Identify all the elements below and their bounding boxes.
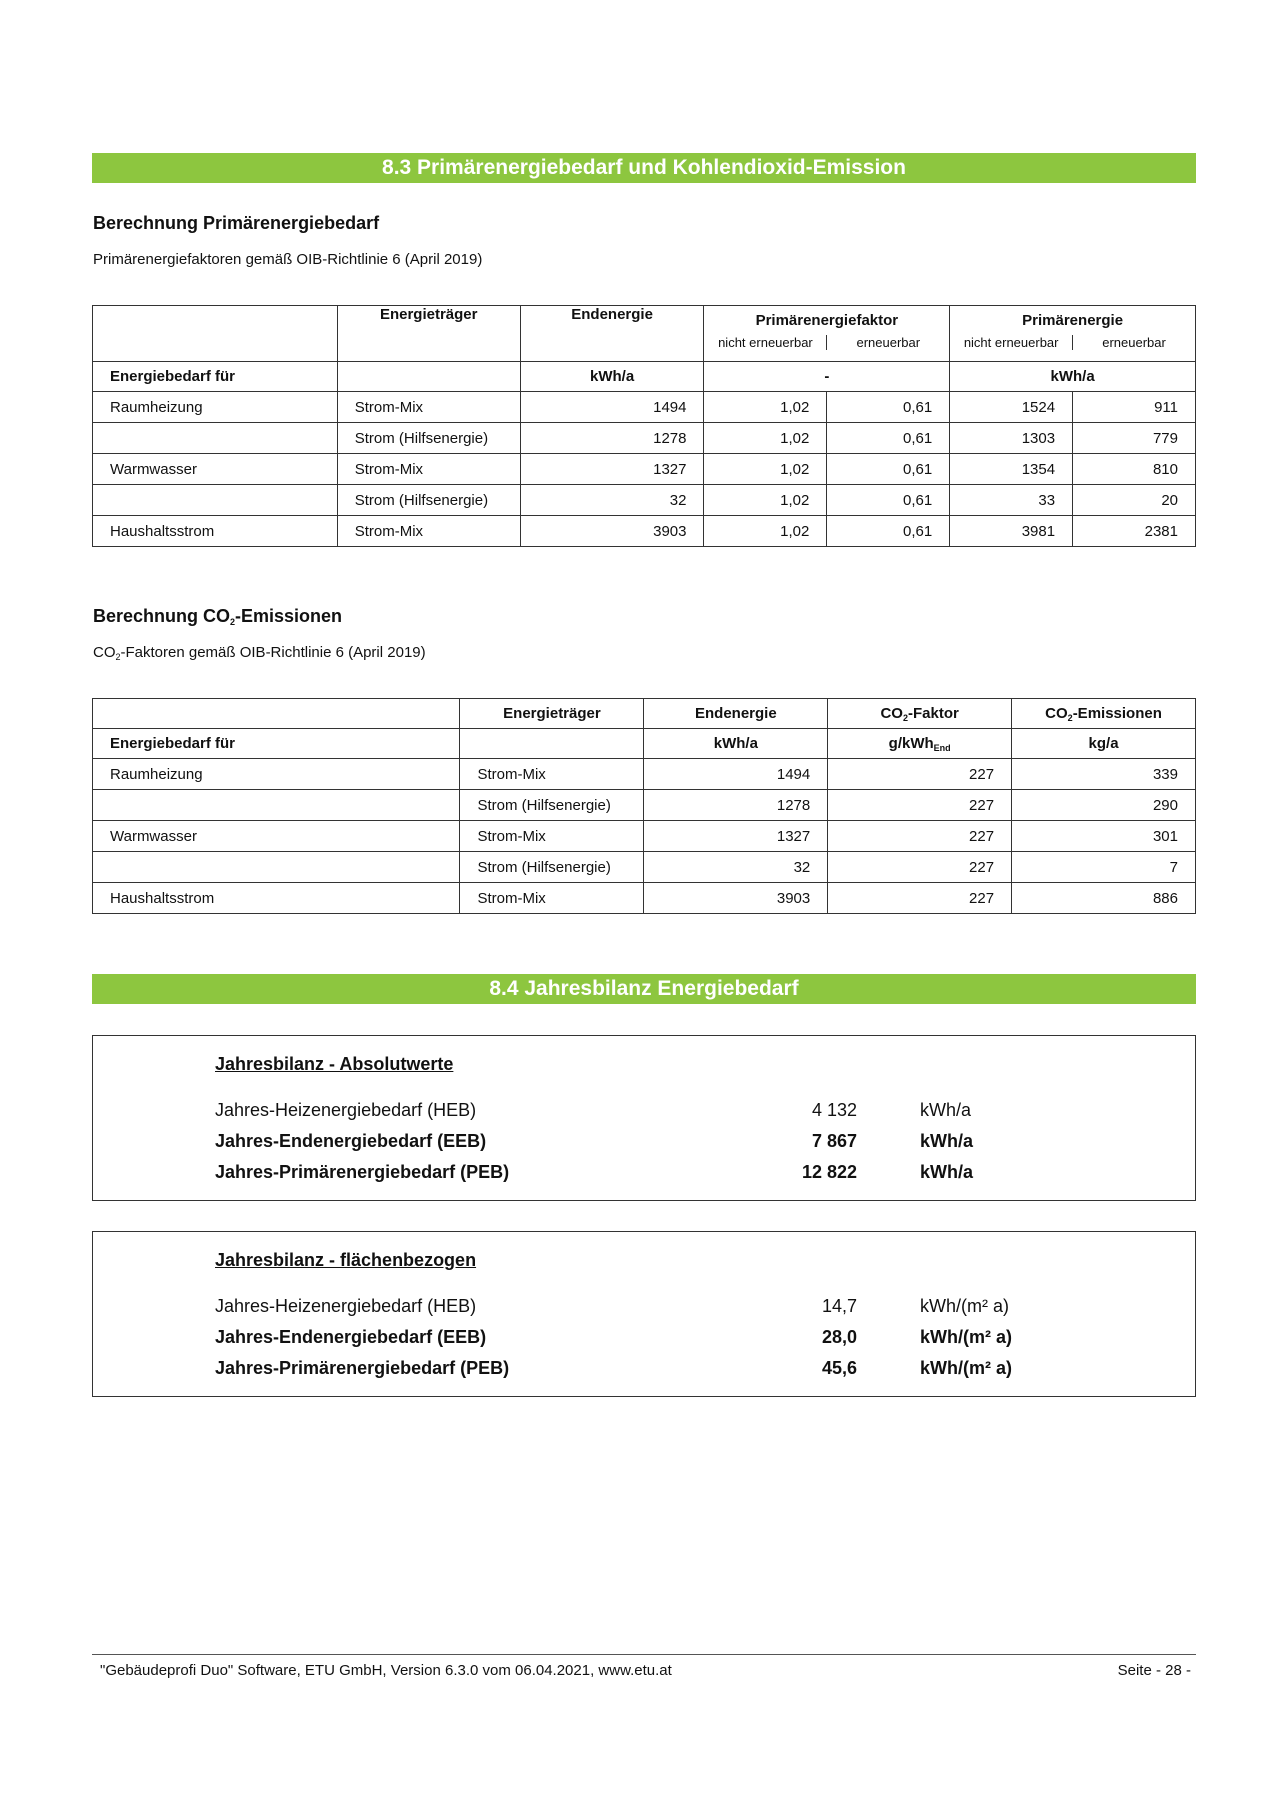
sub-header-renewable: erneuerbar <box>856 335 921 350</box>
co2-factor-sub: 2 <box>902 712 908 723</box>
balance-value: 28,0 <box>821 1327 857 1347</box>
cell-emissions: 886 <box>1012 883 1196 914</box>
cell-final: 1327 <box>520 454 704 485</box>
balance-label: Jahres-Heizenergiebedarf (HEB) <box>215 1296 477 1316</box>
cell-primary-r: 810 <box>1073 454 1196 485</box>
section-title-8-4: 8.4 Jahresbilanz Energiebedarf <box>92 974 1196 1004</box>
cell-primary-r: 779 <box>1073 423 1196 454</box>
cell-primary-r: 2381 <box>1073 516 1196 547</box>
table-row <box>93 516 1196 547</box>
unit-factor: - <box>704 362 950 392</box>
balance-label: Jahres-Endenergiebedarf (EEB) <box>215 1327 487 1347</box>
cell-final: 3903 <box>520 516 704 547</box>
col-header-factor <box>704 306 950 362</box>
co2-table <box>92 698 1196 914</box>
col-header-final-energy: Endenergie <box>644 699 828 729</box>
unit-primary: kWh/a <box>950 362 1196 392</box>
table-row <box>93 423 1196 454</box>
unit-emissions: kg/a <box>1012 729 1196 759</box>
table-row <box>93 852 1196 883</box>
cell-use <box>93 423 338 454</box>
cell-use: Haushaltsstrom <box>93 516 338 547</box>
cell-factor-nr: 1,02 <box>704 454 827 485</box>
balance-unit: kWh/a <box>920 1162 974 1182</box>
annual-balance-absolute-box <box>92 1035 1196 1201</box>
sub-header-nonrenewable: nicht erneuerbar <box>704 335 827 350</box>
balance-value: 4 132 <box>811 1100 857 1120</box>
col-header-carrier: Energieträger <box>337 306 520 362</box>
cell-factor-r: 0,61 <box>827 516 950 547</box>
balance-value: 14,7 <box>821 1296 857 1316</box>
balance-unit: kWh/a <box>920 1100 972 1120</box>
co2-note-sub: 2 <box>115 652 121 662</box>
table-row <box>93 759 1196 790</box>
balance-label: Jahres-Endenergiebedarf (EEB) <box>215 1131 487 1151</box>
col-header-co2-emissions <box>1012 699 1196 729</box>
co2-emis-sub: 2 <box>1067 712 1073 723</box>
balance-row <box>215 1296 1015 1326</box>
unit-factor-pre: g/kWh <box>888 734 934 752</box>
primary-energy-note: Primärenergiefaktoren gemäß OIB-Richtlinie 6 (April 2019) <box>93 251 483 268</box>
table-row <box>93 485 1196 516</box>
cell-factor-nr: 1,02 <box>704 392 827 423</box>
cell-primary-r: 911 <box>1073 392 1196 423</box>
table-row <box>93 790 1196 821</box>
cell-final: 3903 <box>644 883 828 914</box>
balance-unit: kWh/(m² a) <box>920 1296 1009 1316</box>
cell-factor: 227 <box>828 790 1012 821</box>
co2-factor-pre: CO <box>880 704 903 722</box>
row-label-header: Energiebedarf für <box>93 729 460 759</box>
cell-factor-nr: 1,02 <box>704 516 827 547</box>
cell-final: 1278 <box>644 790 828 821</box>
cell-factor: 227 <box>828 821 1012 852</box>
cell-factor: 227 <box>828 883 1012 914</box>
co2-heading-sub: 2 <box>230 617 236 627</box>
co2-heading-post: -Emissionen <box>235 606 343 626</box>
cell-primary-nr: 33 <box>950 485 1073 516</box>
cell-carrier: Strom (Hilfsenergie) <box>337 485 520 516</box>
cell-factor-nr: 1,02 <box>704 423 827 454</box>
unit-final: kWh/a <box>644 729 828 759</box>
cell-primary-r: 20 <box>1073 485 1196 516</box>
cell-final: 1494 <box>644 759 828 790</box>
co2-heading-pre: Berechnung CO <box>93 606 231 626</box>
cell-carrier: Strom-Mix <box>337 516 520 547</box>
balance-row <box>215 1327 1015 1357</box>
balance-value: 7 867 <box>811 1131 857 1151</box>
footer-page-number: Seite - 28 - <box>1117 1662 1191 1679</box>
cell-final: 32 <box>520 485 704 516</box>
cell-final: 1327 <box>644 821 828 852</box>
col-header-co2-factor <box>828 699 1012 729</box>
table-unit-row <box>93 362 1196 392</box>
annual-balance-area-box <box>92 1231 1196 1397</box>
co2-note-pre: CO <box>93 644 116 661</box>
table-unit-row <box>93 729 1196 759</box>
co2-heading <box>93 606 342 627</box>
balance-row <box>215 1358 1015 1388</box>
balance-value: 45,6 <box>821 1358 857 1378</box>
cell-primary-nr: 1524 <box>950 392 1073 423</box>
cell-factor: 227 <box>828 852 1012 883</box>
cell-carrier: Strom-Mix <box>337 392 520 423</box>
cell-use <box>93 852 460 883</box>
table-row <box>93 454 1196 485</box>
balance-label: Jahres-Primärenergiebedarf (PEB) <box>215 1358 510 1378</box>
cell-emissions: 339 <box>1012 759 1196 790</box>
balance-value: 12 822 <box>801 1162 857 1182</box>
table-row <box>93 883 1196 914</box>
table-row <box>93 821 1196 852</box>
cell-carrier: Strom (Hilfsenergie) <box>460 852 644 883</box>
balance-row <box>215 1131 1015 1161</box>
col-header-carrier: Energieträger <box>460 699 644 729</box>
cell-factor-r: 0,61 <box>827 485 950 516</box>
cell-emissions: 290 <box>1012 790 1196 821</box>
cell-primary-nr: 1303 <box>950 423 1073 454</box>
cell-carrier: Strom (Hilfsenergie) <box>460 790 644 821</box>
sub-header-renewable: erneuerbar <box>1102 335 1166 350</box>
primary-energy-table <box>92 305 1196 547</box>
cell-emissions: 7 <box>1012 852 1196 883</box>
cell-factor: 227 <box>828 759 1012 790</box>
balance-label: Jahres-Heizenergiebedarf (HEB) <box>215 1100 477 1120</box>
co2-emis-post: -Emissionen <box>1072 704 1162 722</box>
cell-carrier: Strom-Mix <box>460 883 644 914</box>
cell-final: 1278 <box>520 423 704 454</box>
cell-factor-nr: 1,02 <box>704 485 827 516</box>
cell-use: Raumheizung <box>93 759 460 790</box>
balance-unit: kWh/(m² a) <box>920 1358 1012 1378</box>
cell-use <box>93 485 338 516</box>
unit-final: kWh/a <box>520 362 704 392</box>
balance-row <box>215 1100 1015 1130</box>
cell-carrier: Strom (Hilfsenergie) <box>337 423 520 454</box>
balance-unit: kWh/(m² a) <box>920 1327 1012 1347</box>
cell-use: Warmwasser <box>93 454 338 485</box>
cell-primary-nr: 3981 <box>950 516 1073 547</box>
cell-use <box>93 790 460 821</box>
cell-carrier: Strom-Mix <box>337 454 520 485</box>
cell-carrier: Strom-Mix <box>460 759 644 790</box>
footer-divider <box>92 1654 1196 1655</box>
cell-emissions: 301 <box>1012 821 1196 852</box>
balance-unit: kWh/a <box>920 1131 974 1151</box>
table-header-row <box>93 699 1196 729</box>
table-header-row <box>93 306 1196 362</box>
unit-factor <box>828 729 1012 759</box>
row-label-header: Energiebedarf für <box>93 362 338 392</box>
footer-software-info: "Gebäudeprofi Duo" Software, ETU GmbH, Version 6.3.0 vom 06.04.2021, www.etu.at <box>100 1662 672 1679</box>
col-header-factor-label: Primärenergiefaktor <box>755 312 899 329</box>
cell-use: Raumheizung <box>93 392 338 423</box>
cell-carrier: Strom-Mix <box>460 821 644 852</box>
unit-factor-sub: End <box>933 742 951 753</box>
sub-header-nonrenewable: nicht erneuerbar <box>950 335 1073 350</box>
col-header-final-energy: Endenergie <box>520 306 704 362</box>
cell-factor-r: 0,61 <box>827 423 950 454</box>
balance-label: Jahres-Primärenergiebedarf (PEB) <box>215 1162 510 1182</box>
balance-row <box>215 1162 1015 1192</box>
co2-note <box>93 644 426 662</box>
cell-primary-nr: 1354 <box>950 454 1073 485</box>
co2-emis-pre: CO <box>1045 704 1068 722</box>
cell-factor-r: 0,61 <box>827 454 950 485</box>
primary-energy-heading: Berechnung Primärenergiebedarf <box>93 213 380 233</box>
col-header-primary-label: Primärenergie <box>1022 312 1124 329</box>
cell-factor-r: 0,61 <box>827 392 950 423</box>
absolute-box-title: Jahresbilanz - Absolutwerte <box>215 1054 454 1074</box>
cell-use: Haushaltsstrom <box>93 883 460 914</box>
co2-factor-post: -Faktor <box>907 704 959 722</box>
cell-final: 32 <box>644 852 828 883</box>
co2-note-post: -Faktoren gemäß OIB-Richtlinie 6 (April 2019) <box>120 644 426 661</box>
table-row <box>93 392 1196 423</box>
cell-final: 1494 <box>520 392 704 423</box>
area-box-title: Jahresbilanz - flächenbezogen <box>215 1250 477 1270</box>
section-title-8-3: 8.3 Primärenergiebedarf und Kohlendioxid-Emission <box>92 153 1196 183</box>
cell-use: Warmwasser <box>93 821 460 852</box>
col-header-primary <box>950 306 1196 362</box>
